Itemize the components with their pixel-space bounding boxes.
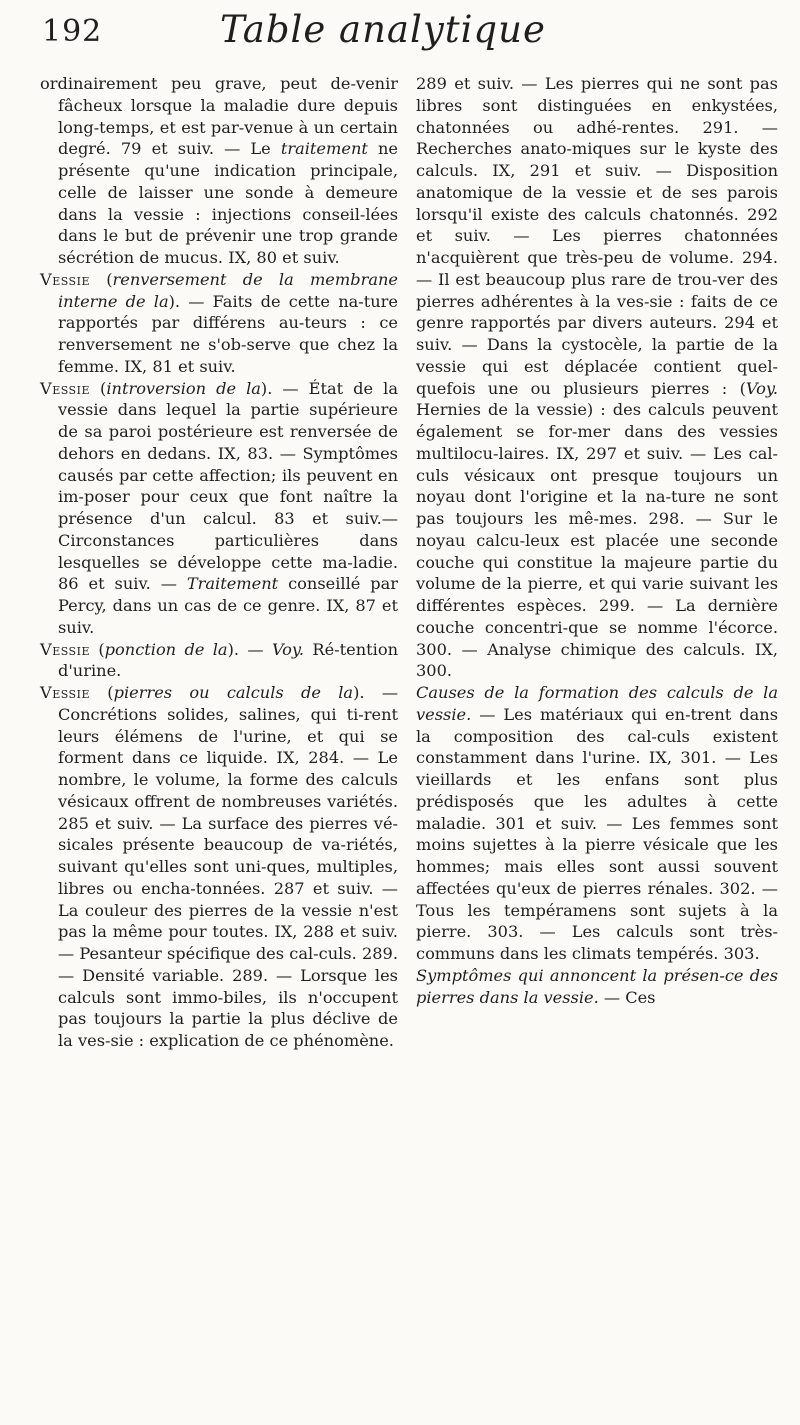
index-entry-renversement: Vessie (renversement de la membrane interne de la). — Faits de cette na-ture rapportés par différens au-teurs : ce renversement ne s'ob-serve que chez la femme. IX, 81 et suiv. xyxy=(40,269,398,376)
running-title: Table analytique xyxy=(220,8,546,51)
left-column xyxy=(40,73,398,1052)
index-entry-introversion: Vessie (introversion de la). — État de la vessie dans lequel la partie supérieure de sa paroi postérieure est renversée de dehors en dedans. IX, 83. — Symptômes causés par cette affection; ils peuvent en im-poser pour ceux que font naître la présence d'un calcul. 83 et suiv.— Circonstances particulières dans lesquelles se développe cette ma-ladie. 86 et suiv. — Traitement conseillé par Percy, dans un cas de ce genre. IX, 87 et suiv. xyxy=(40,378,399,637)
page-number: 192 xyxy=(42,14,103,49)
subentry-heading: Symptômes qui annoncent la présen-ce des pierres dans la vessie. xyxy=(416,965,778,1007)
right-column xyxy=(416,73,778,1008)
entry-headword: Vessie xyxy=(40,683,90,702)
entry-headword: Vessie xyxy=(40,378,90,398)
continued-paragraph: 289 et suiv. — Les pierres qui ne sont pas libres sont distinguées en enkystées, chatonnées ou adhé-rentes. 291. — Recherches anato-miques sur le kyste des calculs. IX, 291 et suiv. — Disposition anatomique de la vessie et de ses parois lorsqu'il existe des calculs chatonnés. 292 et suiv. — Les pierres chatonnées n'acquièrent que très-peu de volume. 294. — Il est beaucoup plus rare de trou-ver des pierres adhérentes à la ves-sie : faits de ce genre rapportés par divers auteurs. 294 et suiv. — Dans la cystocèle, la partie de la vessie qui est déplacée contient quel-quefois une ou plusieurs pierres : (Voy. Hernies de la vessie) : des calculs peuvent également se for-mer dans des vessies multilocu-laires. IX, 297 et suiv. — Les cal-culs vésicaux ont presque toujours un noyau dont l'origine et la na-ture ne sont pas toujours les mê-mes. 298. — Sur le noyau calcu-leux est placée une seconde couche qui constitue la majeure partie du volume de la pierre, et qui varie suivant les différentes espèces. 299. — La dernière couche concentri-que se nomme l'écorce. 300. — Analyse chimique des calculs. IX, 300. xyxy=(416,74,778,681)
continued-paragraph: ordinairement peu grave, peut de-venir fâcheux lorsque la maladie dure depuis long-temps, et est par-venue à un certain degré. 79 et suiv. — Le traitement ne présente qu'une indication principale, celle de laisser une sonde à demeure dans la vessie : injections conseil-lées dans le but de prévenir une trop grande sécrétion de mucus. IX, 80 et suiv. xyxy=(40,74,398,267)
index-entry-ponction: Vessie (ponction de la). — Voy. Ré-tention d'urine. xyxy=(40,639,398,681)
subentry-symptomes: Symptômes qui annoncent la présen-ce des pierres dans la vessie. — Ces xyxy=(416,965,778,1007)
subentry-heading: Causes de la formation des calculs de la vessie. xyxy=(416,683,778,724)
subentry-causes: Causes de la formation des calculs de la vessie. — Les matériaux qui en-trent dans la composition des cal-culs existent constamment dans l'urine. IX, 301. — Les vieillards et les enfans sont plus prédisposés que les adultes à cette maladie. 301 et suiv. — Les femmes sont moins sujettes à la pierre vésicale que les hommes; mais elles sont aussi souvent affectées qu'eux de pierres rénales. 302. — Tous les tempéramens sont sujets à la pierre. 303. — Les calculs sont très-communs dans les climats tempérés. 303. xyxy=(416,683,778,963)
entry-headword: Vessie xyxy=(40,639,90,659)
entry-headword: Vessie xyxy=(40,269,90,289)
page-header xyxy=(42,8,762,56)
index-entry-pierres: Vessie (pierres ou calculs de la). — Concrétions solides, salines, qui ti-rent leurs élémens de l'urine, et qui se forment dans ce liquide. IX, 284. — Le nombre, le volume, la forme des calculs vésicaux offrent de nombreuses variétés. 285 et suiv. — La surface des pierres vé-sicales présente beaucoup de va-riétés, suivant qu'elles sont uni-ques, multiples, libres ou encha-tonnées. 287 et suiv. — La couleur des pierres de la vessie n'est pas la même pour toutes. IX, 288 et suiv. — Pesanteur spécifique des cal-culs. 289. — Densité variable. 289. — Lorsque les calculs sont immo-biles, ils n'occupent pas toujours la partie la plus déclive de la ves-sie : explication de ce phénomène. xyxy=(40,683,399,1050)
